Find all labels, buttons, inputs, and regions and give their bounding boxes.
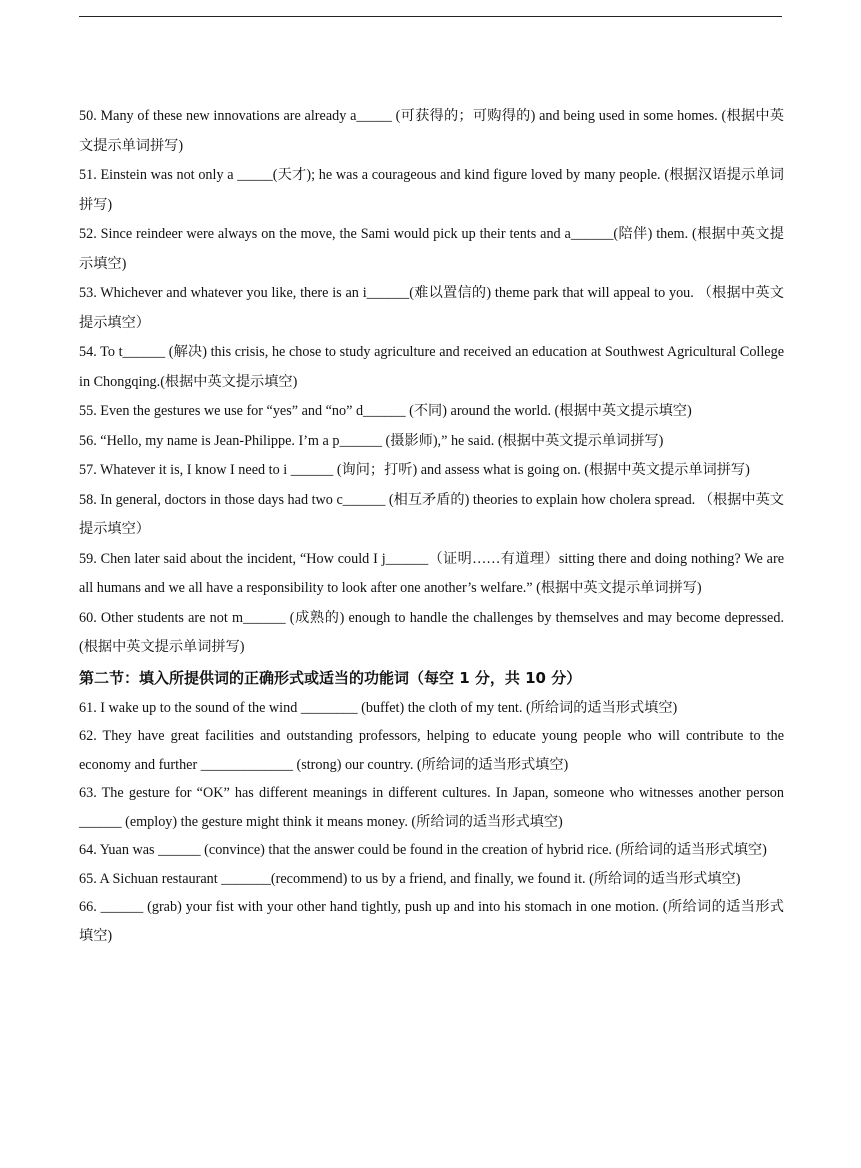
question-59: 59. Chen later said about the incident, “How could I j______（证明……有道理）sitting there and doing nothing? We are all humans and we all have a responsibility to look after one another’s welfare.” (根据中英文提示单词拼写) <box>79 550 784 596</box>
question-61: 61. I wake up to the sound of the wind ________ (buffet) the cloth of my tent. (所给词的适当形式填空) <box>79 699 678 716</box>
question-54: 54. To t______ (解决) this crisis, he chose to study agriculture and received an education at Southwest Agricultural College in Chongqing.(根据中英文提示填空) <box>79 344 784 390</box>
question-51: 51. Einstein was not only a _____(天才); he was a courageous and kind figure loved by many people. (根据汉语提示单词拼写) <box>79 167 784 213</box>
question-53: 53. Whichever and whatever you like, there is an i______(难以置信的) theme park that will appeal to you. （根据中英文提示填空） <box>79 285 784 331</box>
question-65: 65. A Sichuan restaurant _______(recommend) to us by a friend, and finally, we found it. (所给词的适当形式填空) <box>79 870 741 887</box>
question-55: 55. Even the gestures we use for “yes” and “no” d______ (不同) around the world. (根据中英文提示填空) <box>79 403 692 419</box>
page-content <box>79 102 784 950</box>
question-64: 64. Yuan was ______ (convince) that the answer could be found in the creation of hybrid rice. (所给词的适当形式填空) <box>79 842 767 858</box>
section-2-title: 第二节：填入所提供词的正确形式或适当的功能词（每空 1 分，共 10 分） <box>79 668 582 687</box>
question-58: 58. In general, doctors in those days had two c______ (相互矛盾的) theories to explain how cholera spread. （根据中英文提示填空） <box>79 491 784 537</box>
question-66: 66. ______ (grab) your fist with your other hand tightly, push up and into his stomach in one motion. (所给词的适当形式填空) <box>79 899 784 944</box>
question-57: 57. Whatever it is, I know I need to i ______ (询问；打听) and assess what is going on. (根据中英文提示单词拼写) <box>79 462 750 478</box>
question-60: 60. Other students are not m______ (成熟的) enough to handle the challenges by themselves and may become depressed. (根据中英文提示单词拼写) <box>79 609 784 655</box>
question-63: 63. The gesture for “OK” has different meanings in different cultures. In Japan, someone who witnesses another person ______ (employ) the gesture might think it means money. (所给词的适当形式填空) <box>79 785 784 830</box>
question-62: 62. They have great facilities and outstanding professors, helping to educate young people who will contribute to the economy and further _____________ (strong) our country. (所给词的适当形式填空) <box>79 728 784 773</box>
question-52: 52. Since reindeer were always on the move, the Sami would pick up their tents and a______(陪伴) them. (根据中英文提示填空) <box>79 226 784 272</box>
question-56: 56. “Hello, my name is Jean-Philippe. I’m a p______ (摄影师),” he said. (根据中英文提示单词拼写) <box>79 432 664 449</box>
header-rule <box>79 16 782 17</box>
question-50: 50. Many of these new innovations are already a_____ (可获得的；可购得的) and being used in some homes. (根据中英文提示单词拼写) <box>79 108 784 154</box>
